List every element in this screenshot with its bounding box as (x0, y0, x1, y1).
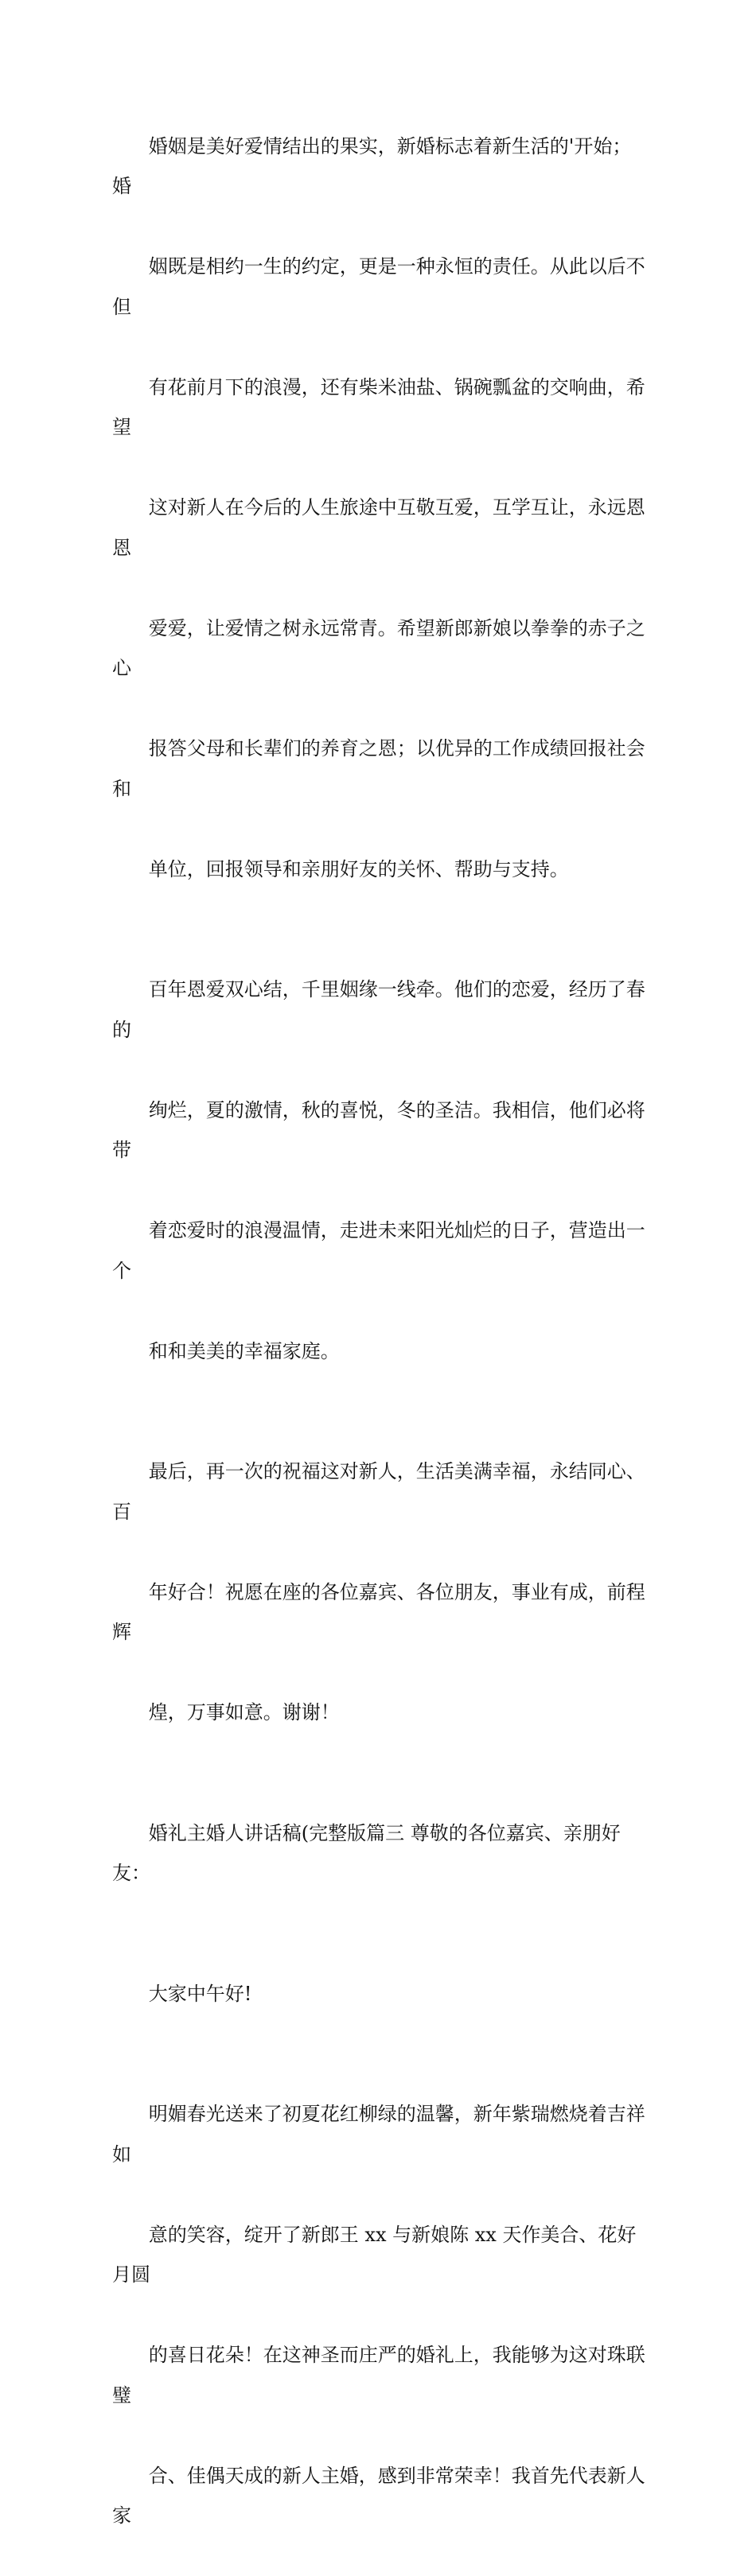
text-line: 煌，万事如意。谢谢！ (149, 1701, 340, 1723)
text-line: 和和美美的幸福家庭。 (149, 1340, 340, 1362)
text-line: 单位，回报领导和亲朋好友的关怀、帮助与支持。 (149, 858, 569, 880)
text-line: 年好合！祝愿在座的各位嘉宾、各位朋友，事业有成，前程辉 (112, 1581, 645, 1644)
section-heading (112, 1773, 647, 1933)
text-line: 这对新人在今后的人生旅途中互敬互爱，互学互让，永远恩恩 (112, 496, 645, 559)
paragraph-4 (112, 2054, 647, 2576)
greeting (112, 1933, 647, 2054)
text-line: 爱爱，让爱情之树永远常青。希望新郎新娘以拳拳的赤子之心 (112, 617, 645, 680)
text-line: 报答父母和长辈们的养育之恩；以优异的工作成绩回报社会和 (112, 737, 645, 800)
text-line: 婚礼主婚人讲话稿(完整版篇三 尊敬的各位嘉宾、亲朋好友： (112, 1822, 621, 1885)
text-line: 百年恩爱双心结，千里姻缘一线牵。他们的恋爱，经历了春的 (112, 978, 645, 1041)
text-line: 意的笑容，绽开了新郎王 xx 与新娘陈 xx 天作美合、花好月圆 (112, 2224, 636, 2287)
paragraph-3 (112, 1412, 647, 1774)
paragraph-1 (112, 86, 647, 930)
text-line: 明媚春光送来了初夏花红柳绿的温馨，新年紫瑞燃烧着吉祥如 (112, 2103, 645, 2166)
text-line: 合、佳偶天成的新人主婚，感到非常荣幸！我首先代表新人家 (112, 2465, 645, 2527)
text-line: 大家中午好! (149, 1983, 252, 2005)
text-line: 最后，再一次的祝福这对新人，生活美满幸福，永结同心、百 (112, 1460, 645, 1523)
text-line: 有花前月下的浪漫，还有柴米油盐、锅碗瓢盆的交响曲，希望 (112, 376, 645, 439)
text-line: 着恋爱时的浪漫温情，走进未来阳光灿烂的日子，营造出一个 (112, 1219, 645, 1282)
document-page (0, 0, 756, 977)
text-line: 的喜日花朵！在这神圣而庄严的婚礼上，我能够为这对珠联璧 (112, 2344, 645, 2407)
document-body (112, 86, 647, 2576)
paragraph-2 (112, 930, 647, 1412)
text-line: 姻既是相约一生的约定，更是一种永恒的责任。从此以后不但 (112, 255, 645, 318)
text-line: 婚姻是美好爱情结出的果实，新婚标志着新生活的'开始；婚 (112, 135, 631, 198)
text-line: 绚烂，夏的激情，秋的喜悦，冬的圣洁。我相信，他们必将带 (112, 1099, 645, 1162)
